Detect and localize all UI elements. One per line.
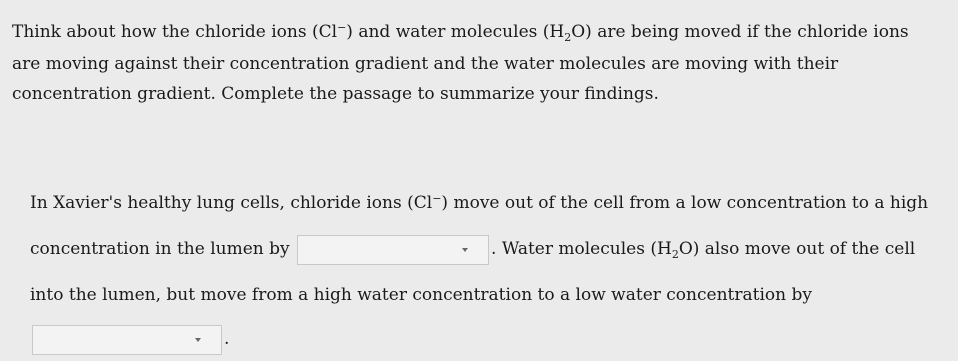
passage-text-2: ) move out of the cell from a low concentration to a high concentration in the lumen by: [30, 193, 929, 259]
question-prompt: [12, 17, 942, 109]
water-subscript: 2: [671, 248, 679, 261]
prompt-text-3: O) are being moved if the chloride ions are moving against their concentration gradient and the water molecules are moving with their concentration gradient. Complete the passage to summarize your findings.: [12, 22, 909, 104]
chloride-charge: −: [337, 21, 347, 34]
prompt-text-2: ) and water molecules (H: [346, 22, 565, 42]
passage-text-5: .: [224, 329, 230, 349]
passage-text-3: . Water molecules (H: [491, 239, 672, 259]
passage-text-4: O) also move out of the cell into the lumen, but move from a high water concentration to a low water concentration by: [30, 239, 916, 305]
passage-text-1: In Xavier's healthy lung cells, chloride ions (Cl: [30, 193, 433, 213]
water-transport-dropdown[interactable]: [32, 325, 222, 355]
chevron-down-icon: [195, 338, 201, 342]
chevron-down-icon: [462, 248, 468, 252]
summary-passage: [30, 181, 945, 361]
water-subscript: 2: [564, 31, 572, 44]
prompt-text-1: Think about how the chloride ions (Cl: [12, 22, 338, 42]
chloride-transport-dropdown[interactable]: [297, 235, 489, 265]
chloride-charge: −: [432, 192, 442, 205]
